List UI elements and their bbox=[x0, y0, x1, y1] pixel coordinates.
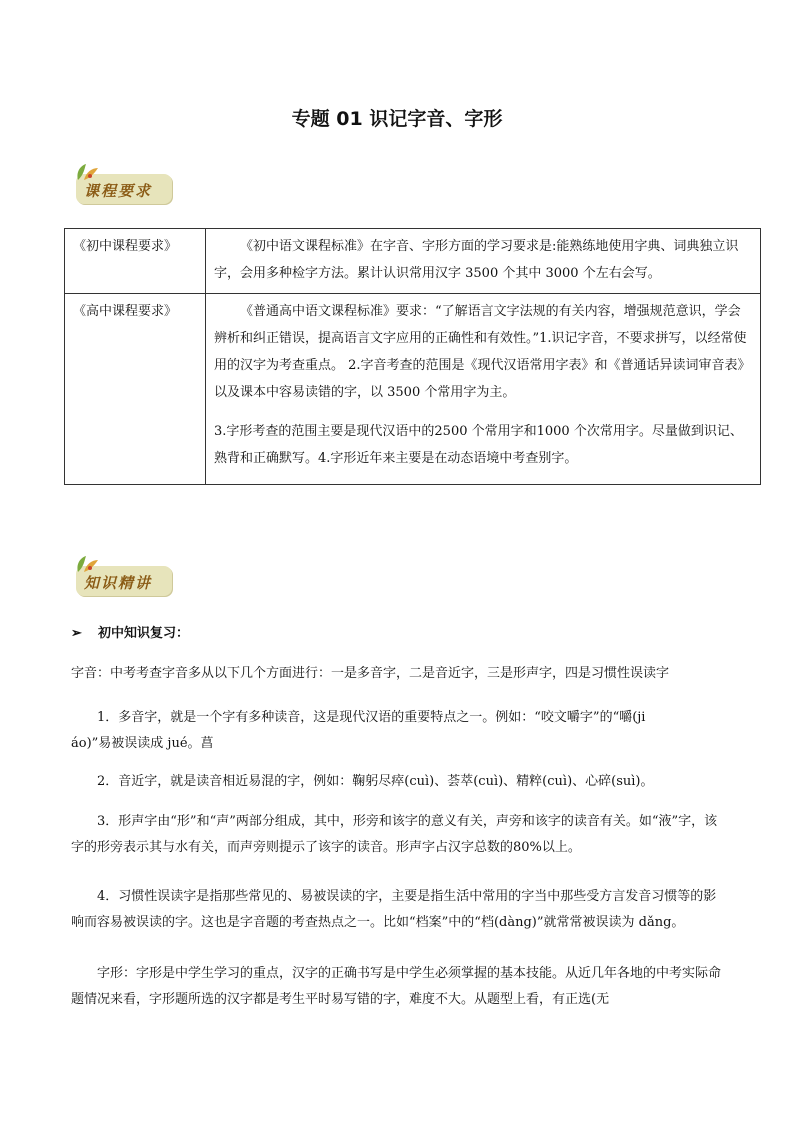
row-text: 《普通高中语文课程标准》要求：“了解语言文字法规的有关内容，增强规范意识，学会辨析和纠正错误，提高语言文字应用的正确性和有效性。”1.识记字音，不要求拼写，以经常使用的汉字为考查重点。 2.字音考查的范围是《现代汉语常用字表》和《普通话异读词审音表》以及课本中容易读错的字，以 3500 个常用字为主。 bbox=[214, 304, 751, 400]
section-badge-course bbox=[72, 168, 174, 202]
row-content bbox=[206, 294, 761, 485]
section-heading bbox=[71, 621, 723, 647]
paragraph: 2．音近字，就是读音相近易混的字，例如：鞠躬尽瘁(cuì)、荟萃(cuì)、精粹(cuì)、心碎(suì)。 bbox=[97, 774, 654, 789]
paragraph: 字音：中考考查字音多从以下几个方面进行：一是多音字，二是音近字，三是形声字，四是习惯性误读字 bbox=[71, 666, 670, 681]
row-label: 《初中课程要求》 bbox=[65, 229, 206, 294]
table-row bbox=[65, 229, 761, 294]
arrow-icon: ➢ bbox=[71, 626, 82, 641]
heading-text: 初中知识复习： bbox=[98, 626, 190, 641]
row-text: 《初中语文课程标准》在字音、字形方面的学习要求是:能熟练地使用字典、词典独立识字，会用多种检字方法。累计认识常用汉字 3500 个其中 3000 个左右会写。 bbox=[214, 239, 739, 281]
paragraph: 1．多音字，就是一个字有多种读音，这是现代汉语的重要特点之一。例如：“咬文嚼字”的“嚼(ji bbox=[97, 710, 646, 725]
table-row bbox=[65, 294, 761, 485]
requirements-table bbox=[64, 228, 761, 485]
paragraph: áo)”易被误读成 jué。菖 bbox=[71, 736, 214, 751]
paragraph: 字形：字形是中学生学习的重点，汉字的正确书写是中学生必须掌握的基本技能。从近几年各地的中考实际命题情况来看，字形题所选的汉字都是考生平时易写错的字，难度不大。从题型上看，有正选(无 bbox=[71, 966, 722, 1007]
page-title: 专题 01 识记字音、字形 bbox=[291, 108, 503, 130]
row-text: 3.字形考查的范围主要是现代汉语中的2500 个常用字和1000 个次常用字。尽量做到识记、熟背和正确默写。4.字形近年来主要是在动态语境中考查别字。 bbox=[214, 424, 743, 466]
row-label: 《高中课程要求》 bbox=[65, 294, 206, 485]
badge-label: 知识精讲 bbox=[84, 574, 153, 592]
section-badge-knowledge bbox=[72, 560, 174, 594]
row-content bbox=[206, 229, 761, 294]
paragraph: 4．习惯性误读字是指那些常见的、易被误读的字，主要是指生活中常用的字当中那些受方言发音习惯等的影响而容易被误读的字。这也是字音题的考查热点之一。比如“档案”中的“档(dàng)”就常常被误读为 dǎng。 bbox=[71, 889, 717, 930]
badge-label: 课程要求 bbox=[84, 182, 153, 200]
paragraph: 3．形声字由“形”和“声”两部分组成，其中，形旁和该字的意义有关，声旁和该字的读音有关。如“液”字，该字的形旁表示其与水有关，而声旁则提示了该字的读音。形声字占汉字总数的80%以上。 bbox=[71, 814, 718, 855]
